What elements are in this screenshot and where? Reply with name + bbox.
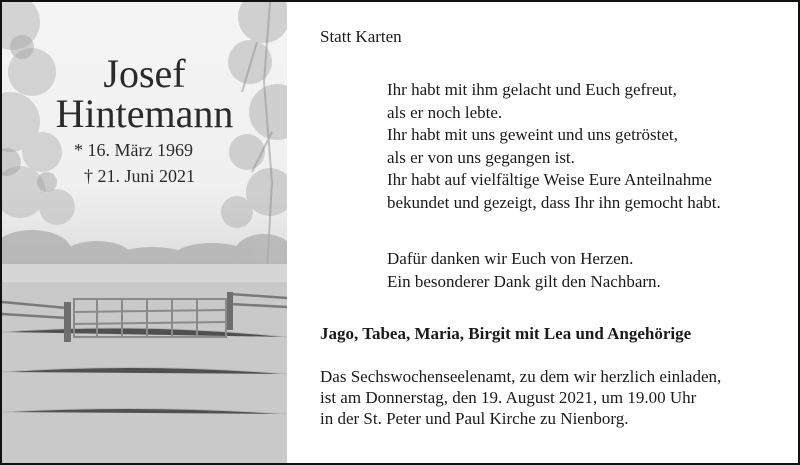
verse-line: Ihr habt auf vielfältige Weise Eure Anteilnahme bbox=[387, 170, 712, 189]
invitation-line: in der St. Peter und Paul Kirche zu Nienborg. bbox=[320, 409, 629, 428]
birth-date: * 16. März 1969 bbox=[74, 140, 193, 160]
verse-line: bekundet und gezeigt, dass Ihr ihn gemocht habt. bbox=[387, 192, 721, 212]
death-date: † 21. Juni 2021 bbox=[84, 166, 196, 186]
text-panel bbox=[287, 2, 798, 463]
heading-statt-karten: Statt Karten bbox=[320, 27, 402, 46]
invitation-line: ist am Donnerstag, den 19. August 2021, um 19.00 Uhr bbox=[320, 388, 697, 407]
thanks-block bbox=[387, 248, 661, 293]
landscape-photo bbox=[2, 2, 287, 463]
verse-line: Ihr habt mit ihm gelacht und Euch gefreut, bbox=[387, 80, 677, 99]
deceased-last-name: Hintemann bbox=[55, 91, 234, 136]
thanks-line: Ein besonderer Dank gilt den Nachbarn. bbox=[387, 271, 661, 291]
family-names: Jago, Tabea, Maria, Birgit mit Lea und Angehörige bbox=[320, 324, 692, 343]
invitation-line: Das Sechswochenseelenamt, zu dem wir herzlich einladen, bbox=[320, 367, 722, 386]
deceased-first-name: Josef bbox=[103, 51, 186, 96]
verse-line: als er von uns gegangen ist. bbox=[387, 147, 575, 167]
verse-line: als er noch lebte. bbox=[387, 102, 503, 122]
verse-block bbox=[387, 79, 721, 214]
verse-line: Ihr habt mit uns geweint und uns getröstet, bbox=[387, 125, 678, 144]
thanks-line: Dafür danken wir Euch von Herzen. bbox=[387, 249, 634, 268]
invitation-block bbox=[320, 366, 721, 429]
